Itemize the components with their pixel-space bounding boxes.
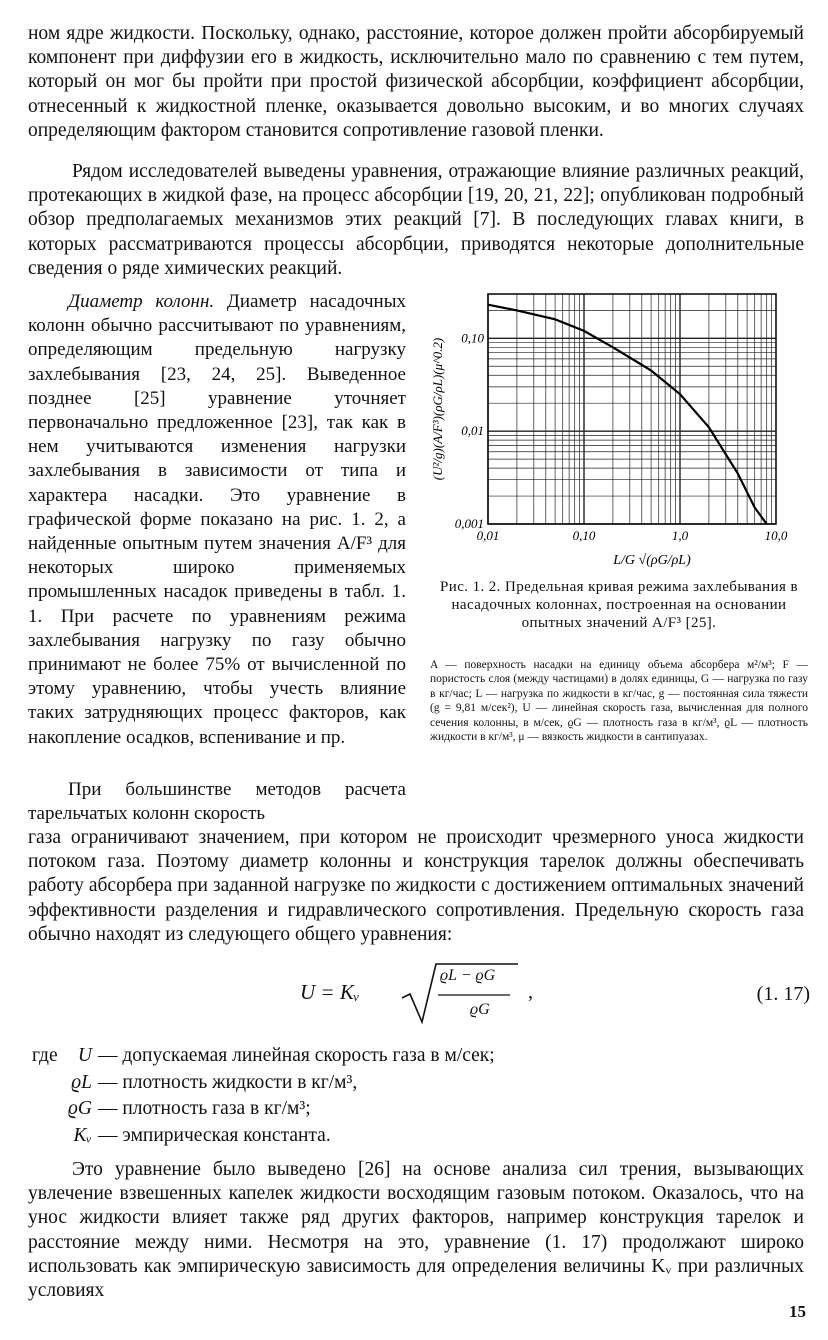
x-axis-label: L/G √(ρG/ρL) [613,553,691,568]
paragraph-1: ном ядре жидкости. Поскольку, однако, расстояние, которое должен пройти абсорбируемый компонент при диффузии его в жидкость, исключительно мало по сравнению с тем путем, который он мог бы пройти при простой физической абсорбции, коэффициент абсорбции, отнесенный к жидкостной пленке, оказывается довольно высоким, и во многих случаях определяющим фактором становится сопротивление газовой пленки. [28,23,804,141]
definition-text: — допускаемая линейная скорость газа в м/сек; [98,1045,495,1066]
equation-denominator: ϱG [470,1001,490,1018]
equation-numerator: ϱL − ϱG [440,967,496,984]
figure-caption: Рис. 1. 2. Предельная кривая режима захлебывания в насадочных колоннах, построенная на основании опытных значений A/F³ [25]. [440,579,798,631]
paragraph-3-heading: Диаметр колонн. [68,291,215,312]
definition-symbol: ϱG [68,1098,92,1119]
paragraph-2: Рядом исследователей выведены уравнения, отражающие влияние различных реакций, протекающих в жидкой фазе, на процесс абсорбции [19, 20, 21, 22]; опубликован подробный обзор предполагаемых механизмов этих реакций [7]. В последующих главах книги, в которых рассматриваются процессы абсорбции, приводятся некоторые дополнительные сведения о ряде химических реакций. [28,161,804,279]
equation-comma: , [528,981,533,1003]
paragraph-3 [28,290,406,750]
equation-lhs: U = Kᵥ [300,980,360,1004]
paragraph-4: газа ограничивают значением, при котором не происходит чрезмерного уноса жидкости потоком газа. Поэтому диаметр колонны и конструкция тарелок должны обеспечивать работу абсорбера при заданной нагрузке по жидкости с достижением оптимальных значений эффективности разделения и гидравлического сопротивления. Предельную скорость газа обычно находят из следующего общего уравнения: [28,827,804,945]
definition-text: — плотность жидкости в кг/м³, [98,1071,358,1093]
y-axis-label: (U²/g)(A/F³)(ρG/ρL)(μ^0.2) [430,337,445,481]
flooding-chart [424,280,814,580]
paragraph-3-body: Диаметр насадочных колонн обычно рассчитывают по уравнениям, определяющим предельную нагрузку захлебывания [23, 24, 25]. Выведенное позднее [25] уравнение уточняет первоначально предложенное [23], так как в нем учитываются изменения нагрузки захлебывания в зависимости от типа и характера насадки. Это уравнение в графической форме показано на рис. 1. 2, а найденные опытным путем значения A/F³ для некоторых широко применяемых промышленных насадок приведены в табл. 1. 1. При расчете по уравнениям режима захлебывания нагрузку по газу обычно принимают не более 75% от вычисленной по этому уравнению, чтобы учесть влияние таких затрудняющих процесс факторов, как накопление осадков, вспенивание и пр. [28,291,406,748]
definition-text: — эмпирическая константа. [98,1124,331,1146]
equation-number: (1. 17) [756,983,810,1005]
equation-1-17 [300,960,810,1024]
y-tick-label: 0,01 [461,423,484,439]
definition-row [32,1070,632,1097]
x-tick-label: 1,0 [671,528,689,543]
definition-row [32,1096,632,1123]
page-number: 15 [789,1302,806,1321]
paragraph-5: Это уравнение было выведено [26] на основе анализа сил трения, вызывающих увлечение взвешенных капелек жидкости восходящим газовым потоком. Оказалось, что на унос жидкости влияет также ряд других факторов, например конструкция тарелок и расстояние между ними. Несмотря на это, уравнение (1. 17) продолжают широко использовать как эмпирическую зависимость для определения величины Kᵥ при различных условиях [28,1159,804,1302]
flooding-curve [488,305,767,524]
definition-symbol: U [77,1045,92,1066]
y-tick-label: 0,001 [454,516,484,531]
definition-symbol: Kᵥ [73,1124,92,1146]
y-tick-label: 0,10 [461,330,484,346]
plot-frame [488,294,776,524]
definition-symbol: ϱL [71,1071,92,1093]
definition-row [32,1123,632,1150]
x-tick-label: 0,01 [476,528,500,543]
paragraph-4-column: При большинстве методов расчета тарельчатых колонн скорость [28,779,406,825]
x-tick-label: 10,0 [764,528,788,543]
x-tick-label: 0,10 [572,528,596,543]
definition-text: — плотность газа в кг/м³; [98,1098,311,1119]
definitions-intro: где [32,1045,58,1066]
figure-legend: A — поверхность насадки на единицу объема абсорбера м²/м³; F — пористость слоя (между частицами) в долях единицы, G — нагрузка по газу в кг/час; L — нагрузка по жидкости в кг/час, g — постоянная сила тяжести (g = 9,81 м/сек²), U — линейная скорость газа, вычисленная для полного сечения колонны, в м/сек, ϱG — плотность газа в кг/м³, ϱL — плотность жидкости в кг/м³, μ — вязкость жидкости в сантипуазах. [430,659,808,744]
variable-definitions [32,1043,632,1149]
definition-row [32,1043,632,1070]
